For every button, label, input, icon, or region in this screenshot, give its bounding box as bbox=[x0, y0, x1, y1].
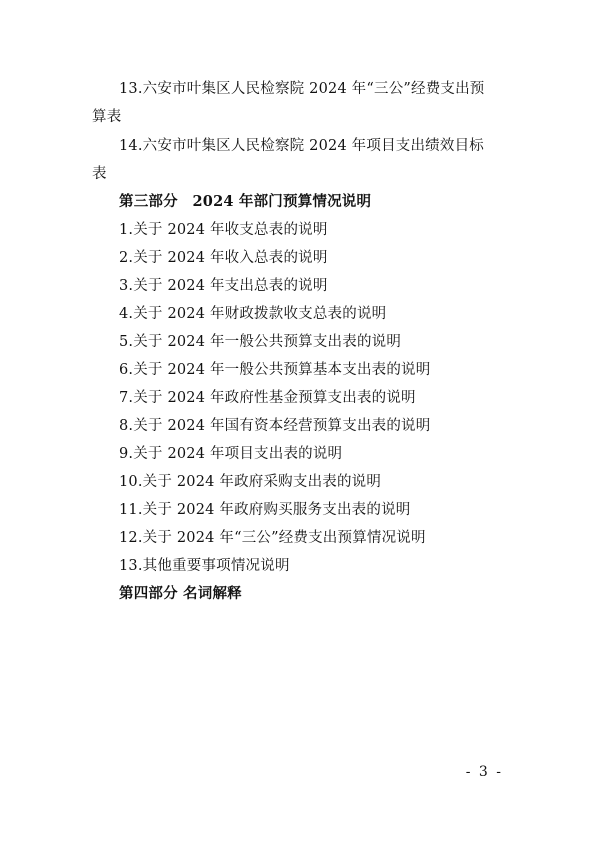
toc-line-13-three-public-budget: 13.六安市叶集区人民检察院 2024 年“三公”经费支出预 bbox=[119, 81, 485, 97]
toc-item-4: 4.关于 2024 年财政拨款收支总表的说明 bbox=[119, 306, 387, 322]
toc-item-8: 8.关于 2024 年国有资本经营预算支出表的说明 bbox=[119, 418, 431, 434]
toc-item-2: 2.关于 2024 年收入总表的说明 bbox=[119, 250, 328, 266]
section-heading-part-four: 第四部分 名词解释 bbox=[119, 585, 242, 602]
toc-item-9: 9.关于 2024 年项目支出表的说明 bbox=[119, 446, 343, 462]
toc-item-7: 7.关于 2024 年政府性基金预算支出表的说明 bbox=[119, 390, 416, 406]
toc-item-13: 13.其他重要事项情况说明 bbox=[119, 558, 290, 574]
toc-item-5: 5.关于 2024 年一般公共预算支出表的说明 bbox=[119, 334, 402, 350]
toc-line-13-continuation: 算表 bbox=[92, 109, 122, 125]
toc-item-1: 1.关于 2024 年收支总表的说明 bbox=[119, 222, 328, 238]
page-number: - 3 - bbox=[465, 764, 503, 780]
toc-item-10: 10.关于 2024 年政府采购支出表的说明 bbox=[119, 474, 382, 490]
toc-item-3: 3.关于 2024 年支出总表的说明 bbox=[119, 278, 328, 294]
toc-line-14-performance-targets: 14.六安市叶集区人民检察院 2024 年项目支出绩效目标 bbox=[119, 138, 484, 154]
toc-item-6: 6.关于 2024 年一般公共预算基本支出表的说明 bbox=[119, 362, 431, 378]
toc-item-11: 11.关于 2024 年政府购买服务支出表的说明 bbox=[119, 502, 411, 518]
toc-line-14-continuation: 表 bbox=[92, 166, 107, 182]
toc-item-12: 12.关于 2024 年“三公”经费支出预算情况说明 bbox=[119, 530, 426, 546]
section-heading-part-three: 第三部分 2024 年部门预算情况说明 bbox=[119, 193, 372, 210]
